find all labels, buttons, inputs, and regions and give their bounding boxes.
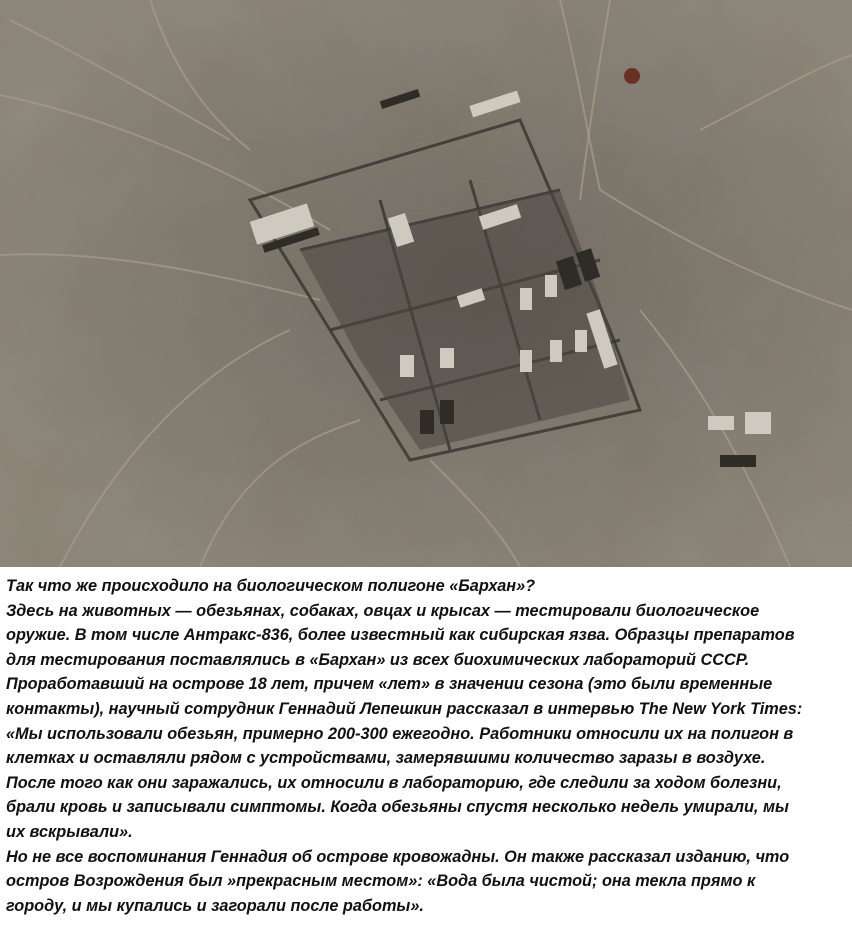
- caption-line: для тестирования поставлялись в «Бархан» из всех биохимических лабораторий СССР.: [6, 650, 750, 669]
- caption-line: брали кровь и записывали симптомы. Когда обезьяны спустя несколько недель умирали, мы: [6, 798, 789, 817]
- caption-line: контакты), научный сотрудник Геннадий Лепешкин рассказал в интервью The New York Times:: [6, 699, 803, 718]
- caption-line: Так что же происходило на биологическом полигоне «Бархан»?: [6, 577, 536, 595]
- caption-line: клетках и оставляли рядом с устройствами, замерявшими количество заразы в воздухе.: [6, 749, 766, 768]
- caption-line: остров Возрождения был »прекрасным местом»: «Вода была чистой; она текла прямо к: [6, 872, 756, 891]
- caption-line: «Мы использовали обезьян, примерно 200-300 ежегодно. Работники относили их на полигон в: [6, 724, 794, 743]
- caption-line: Здесь на животных — обезьянах, собаках, овцах и крысах — тестировали биологическое: [6, 601, 760, 620]
- caption-line: Но не все воспоминания Геннадия об острове кровожадны. Он также рассказал изданию, что: [6, 847, 790, 866]
- caption-line: городу, и мы купались и загорали после работы».: [6, 896, 424, 915]
- caption-line: их вскрывали».: [6, 822, 133, 841]
- caption-text: [6, 574, 848, 918]
- caption-line: оружие. В том числе Антракс-836, более известный как сибирская язва. Образцы препаратов: [6, 626, 795, 645]
- caption-line: После того как они заражались, их относили в лабораторию, где следили за ходом болезни,: [6, 773, 782, 792]
- caption-line: Проработавший на острове 18 лет, причем «лет» в значении сезона (это были временные: [6, 675, 773, 694]
